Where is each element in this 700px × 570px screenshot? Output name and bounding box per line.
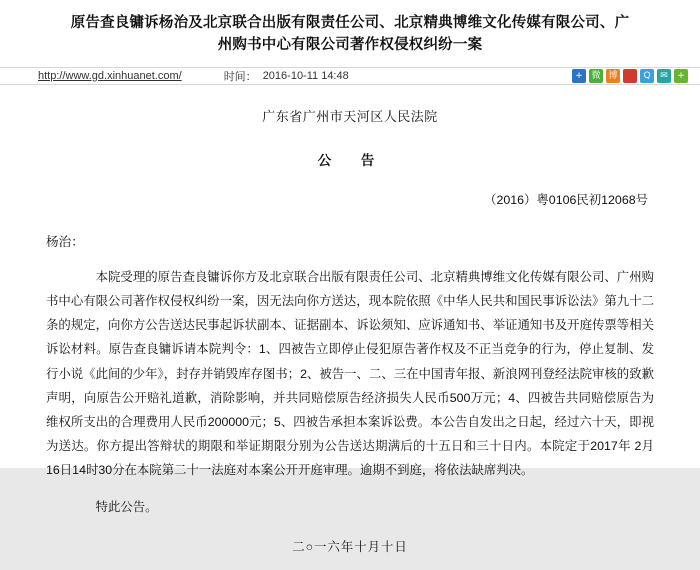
closing-line: 特此公告。 [70,500,158,515]
plus-share-icon[interactable]: + [572,69,586,83]
court-name: 广东省广州市天河区人民法院 [262,108,438,124]
share-icon-group [572,69,688,83]
publish-time-label: 时间： [223,70,257,83]
page-title-line-2: 州购书中心有限公司著作权侵权纠纷一案 [217,37,483,54]
page-title-line-1: 原告查良镛诉杨治及北京联合出版有限责任公司、北京精典博维文化传媒有限公司、广 [70,15,630,31]
rss-share-icon[interactable] [623,69,637,83]
document-body [0,85,700,570]
addressee: 杨治： [46,234,84,249]
article-meta-bar [0,67,700,85]
wechat-share-icon[interactable]: 微 [589,69,603,83]
notice-paragraph: 本院受理的原告查良镛诉你方及北京联合出版有限责任公司、北京精典博维文化传媒有限公司、广州购书中心有限公司著作权侵权纠纷一案，因无法向你方送达，现本院依照《中华人民共和国民事诉讼法》第九十二条的规定，向你方公告送达民事起诉状副本、证据副本、诉讼须知、应诉通知书、举证通知书及开庭传票等相关诉讼材料。原告查良镛诉请本院判令：1、四被告立即停止侵犯原告著作权及不正当竞争的行为，停止复制、发行小说《此间的少年》，封存并销毁库存图书；2、被告一、二、三在中国青年报、新浪网刊登经法院审核的致歉声明，向原告公开赔礼道歉，消除影响，并共同赔偿原告经济损失人民币500万元；4、四被告共同赔偿原告为维权所支出的合理费用人民币200000元；5、四被告承担本案诉讼费。本公告自发出之日起，经过六十天，即视为送达。你方提出答辩状的期限和举证期限分别为公告送达期满后的十五日和三十日内。本院定于2017年 2月16日14时30分在本院第二十一法庭对本案公开开庭审理。逾期不到庭，将依法缺席判决。 [46,269,654,478]
notice-date: 二○一六年十月十日 [292,540,408,554]
notice-heading: 公 告 [317,152,383,168]
publish-time-value: 2016-10-11 14:48 [262,69,349,82]
source-url-link[interactable]: http://www.gd.xinhuanet.com/ [38,69,182,82]
more-share-icon[interactable]: + [674,69,688,83]
case-number: （2016）粤0106民初12068号 [484,193,648,208]
page-title [0,0,700,67]
qzone-share-icon[interactable]: Q [640,69,654,83]
mail-share-icon[interactable]: ✉ [657,69,671,83]
weibo-share-icon[interactable]: 博 [606,69,620,83]
